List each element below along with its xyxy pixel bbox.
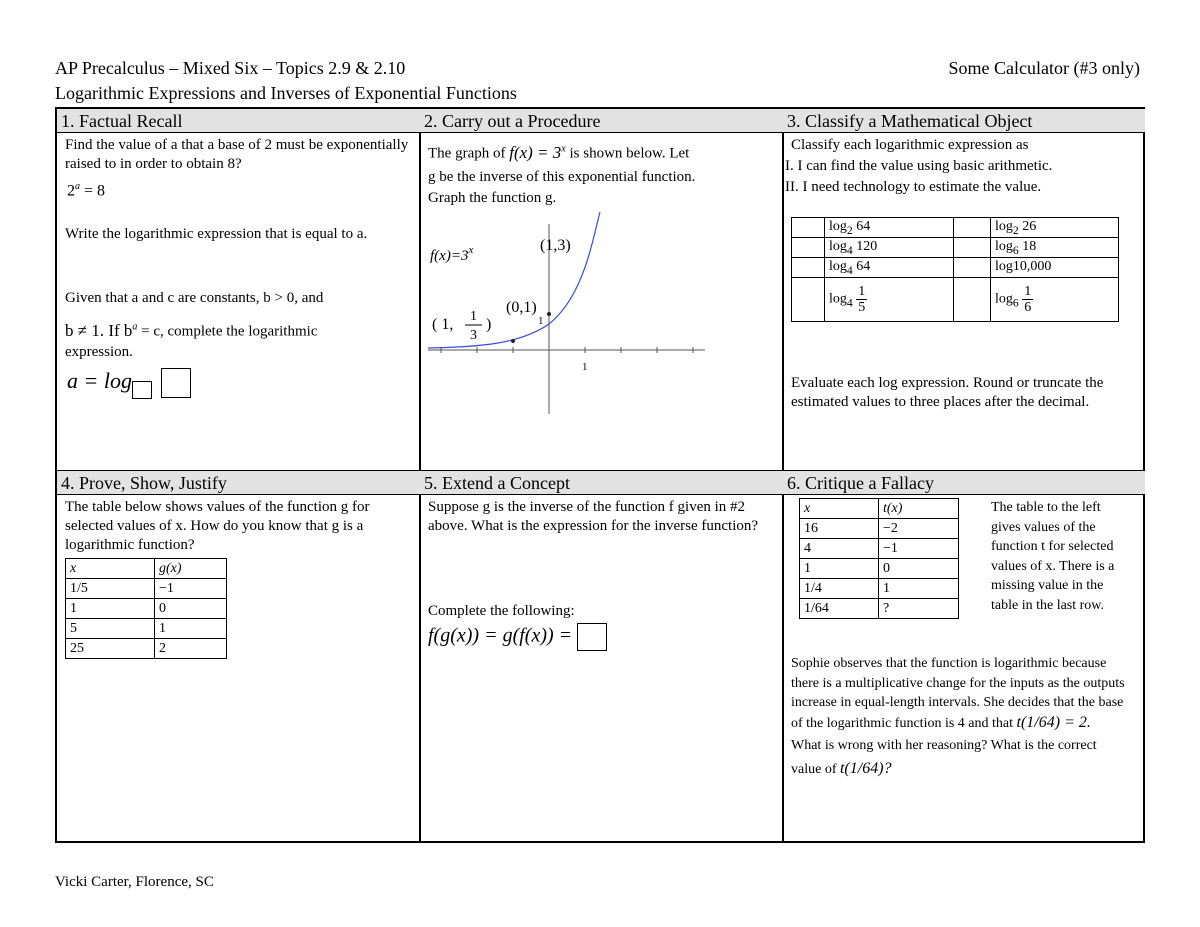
table-row [66,639,227,659]
table-row [800,559,959,579]
author-credit: Vicki Carter, Florence, SC [55,874,214,890]
answer-cell[interactable] [954,218,991,238]
option-text: II. I need technology to estimate the value. [785,179,1042,195]
point-marker [511,339,515,343]
cell-carry-out-procedure [420,109,783,471]
g-values-table [65,558,227,659]
table-header-row: x t(x) [800,499,959,519]
fallacy-question: What is wrong with her reasoning? What is the correct value of t(1/64)? [791,738,1097,777]
x-value: 1/4 [800,579,879,599]
log-expression: $\log_6 18$ [991,238,1119,258]
log-expression: $\log_2 26$ [991,218,1119,238]
tick-label: 1 [582,361,588,373]
cell-heading: 6. Critique a Fallacy [783,471,1145,495]
table-row [792,238,1119,258]
answer-cell[interactable] [792,238,825,258]
g-value: 0 [155,599,227,619]
x-value: 1 [800,559,879,579]
log-expression: $\log_4 120$ [825,238,954,258]
answer-cell[interactable] [792,258,825,278]
cell-prove-justify [57,471,420,841]
exponential-curve [428,212,600,348]
argument-answer-box[interactable] [161,368,191,398]
question-text: Write the logarithmic expression that is equal to a. [65,226,368,242]
point-label: (1,3) [540,237,571,254]
log-expression: a = log [67,367,191,399]
question-text: g be the inverse of this exponential function. [428,169,696,185]
base-answer-box[interactable] [132,381,152,399]
log-expression: $\log_6$ $\frac{1}{6}$ [991,278,1119,322]
log-expression: $\log_4$ $\frac{1}{5}$ [825,278,954,322]
table-row [800,599,959,619]
point-marker [547,312,551,316]
x-value: 1/5 [66,579,155,599]
table-row [800,539,959,559]
g-value: −1 [155,579,227,599]
fallacy-text: Sophie observes that the function is logarithmic because there is a multiplicative change for the inputs as the outputs increase in equal-length intervals. She decides that the base of the logarithmic function is 4 and that t(1/64) = 2. [791,656,1125,731]
cell-critique-fallacy [783,471,1145,841]
tick-label: 1 [538,315,544,327]
composition-answer-box[interactable] [577,623,607,651]
cell-heading: 3. Classify a Mathematical Object [783,109,1145,133]
composition-equation: f(g(x)) = g(f(x)) = [428,623,607,651]
t-values-table [799,498,959,619]
exponential-graph[interactable] [420,204,720,419]
table-row [800,579,959,599]
answer-cell[interactable] [792,218,825,238]
cell-heading: 4. Prove, Show, Justify [57,471,420,495]
instruction-text: Evaluate each log expression. Round or truncate the estimated values to three places after the decimal. [791,375,1104,410]
t-value: 0 [879,559,959,579]
x-value: 16 [800,519,879,539]
table-row [66,599,227,619]
table-row [66,579,227,599]
cell-classify-object [783,109,1145,471]
question-text: Classify each logarithmic expression as [791,137,1029,153]
answer-cell[interactable] [792,278,825,322]
x-value: 5 [66,619,155,639]
g-value: 2 [155,639,227,659]
x-value: 4 [800,539,879,559]
cell-extend-concept [420,471,783,841]
table-row [792,258,1119,278]
worksheet-subtitle: Logarithmic Expressions and Inverses of Exponential Functions [55,83,517,103]
question-text: Suppose g is the inverse of the function f given in #2 above. What is the expression for the inverse function? [428,499,759,534]
prompt-text: Complete the following: [428,603,575,619]
question-text: The graph of $f(x) = 3^x$ is shown below. Let [428,142,690,162]
table-description: The table to the left gives values of the function t for selected values of x. There is a missing value in the table in the last row. [991,500,1115,613]
g-value: 1 [155,619,227,639]
x-value: 1/64 [800,599,879,619]
question-text: b ≠ 1. If $b^a = c$, complete the logarithmic [65,320,318,340]
x-value: 1 [66,599,155,619]
answer-cell[interactable] [954,238,991,258]
cell-heading: 2. Carry out a Procedure [420,109,783,133]
t-value: 1 [879,579,959,599]
question-text: Graph the function g. [428,190,557,206]
calculator-note: Some Calculator (#3 only) [948,58,1140,78]
table-row [800,519,959,539]
question-text: Find the value of a that a base of 2 must be exponentially raised to in order to obtain 8? [65,137,409,172]
cell-factual-recall [57,109,420,471]
question-text: Given that a and c are constants, b > 0, and [65,290,324,306]
table-row [792,218,1119,238]
answer-cell[interactable] [954,258,991,278]
point-label: (0,1) [506,299,537,316]
point-label: ) [486,316,492,333]
log-expression: log10,000 [991,258,1119,278]
t-value: ? [879,599,959,619]
cell-heading: 5. Extend a Concept [420,471,783,495]
log-classification-table [791,217,1119,322]
table-header-row: x g(x) [66,559,227,579]
question-text: expression. [65,344,133,360]
t-value: −1 [879,539,959,559]
cell-heading: 1. Factual Recall [57,109,420,133]
log-expression: $\log_2 64$ [825,218,954,238]
answer-cell[interactable] [954,278,991,322]
function-label: $f(x)=3^x$ [430,244,474,264]
point-label: ( 1, [432,316,454,333]
t-value: −2 [879,519,959,539]
problem-grid [55,107,1145,843]
equation: 2$^a$ = 8 [67,181,106,200]
option-text: I. I can find the value using basic arithmetic. [785,158,1053,174]
worksheet-title: AP Precalculus – Mixed Six – Topics 2.9 & 2.10 [55,58,406,78]
table-row [792,278,1119,322]
point-label: 3 [470,328,477,343]
x-value: 25 [66,639,155,659]
point-label: 1 [470,309,477,324]
log-expression: $\log_4 64$ [825,258,954,278]
question-text: The table below shows values of the function g for selected values of x. How do you know that g is a logarithmic function? [65,499,370,553]
table-row [66,619,227,639]
